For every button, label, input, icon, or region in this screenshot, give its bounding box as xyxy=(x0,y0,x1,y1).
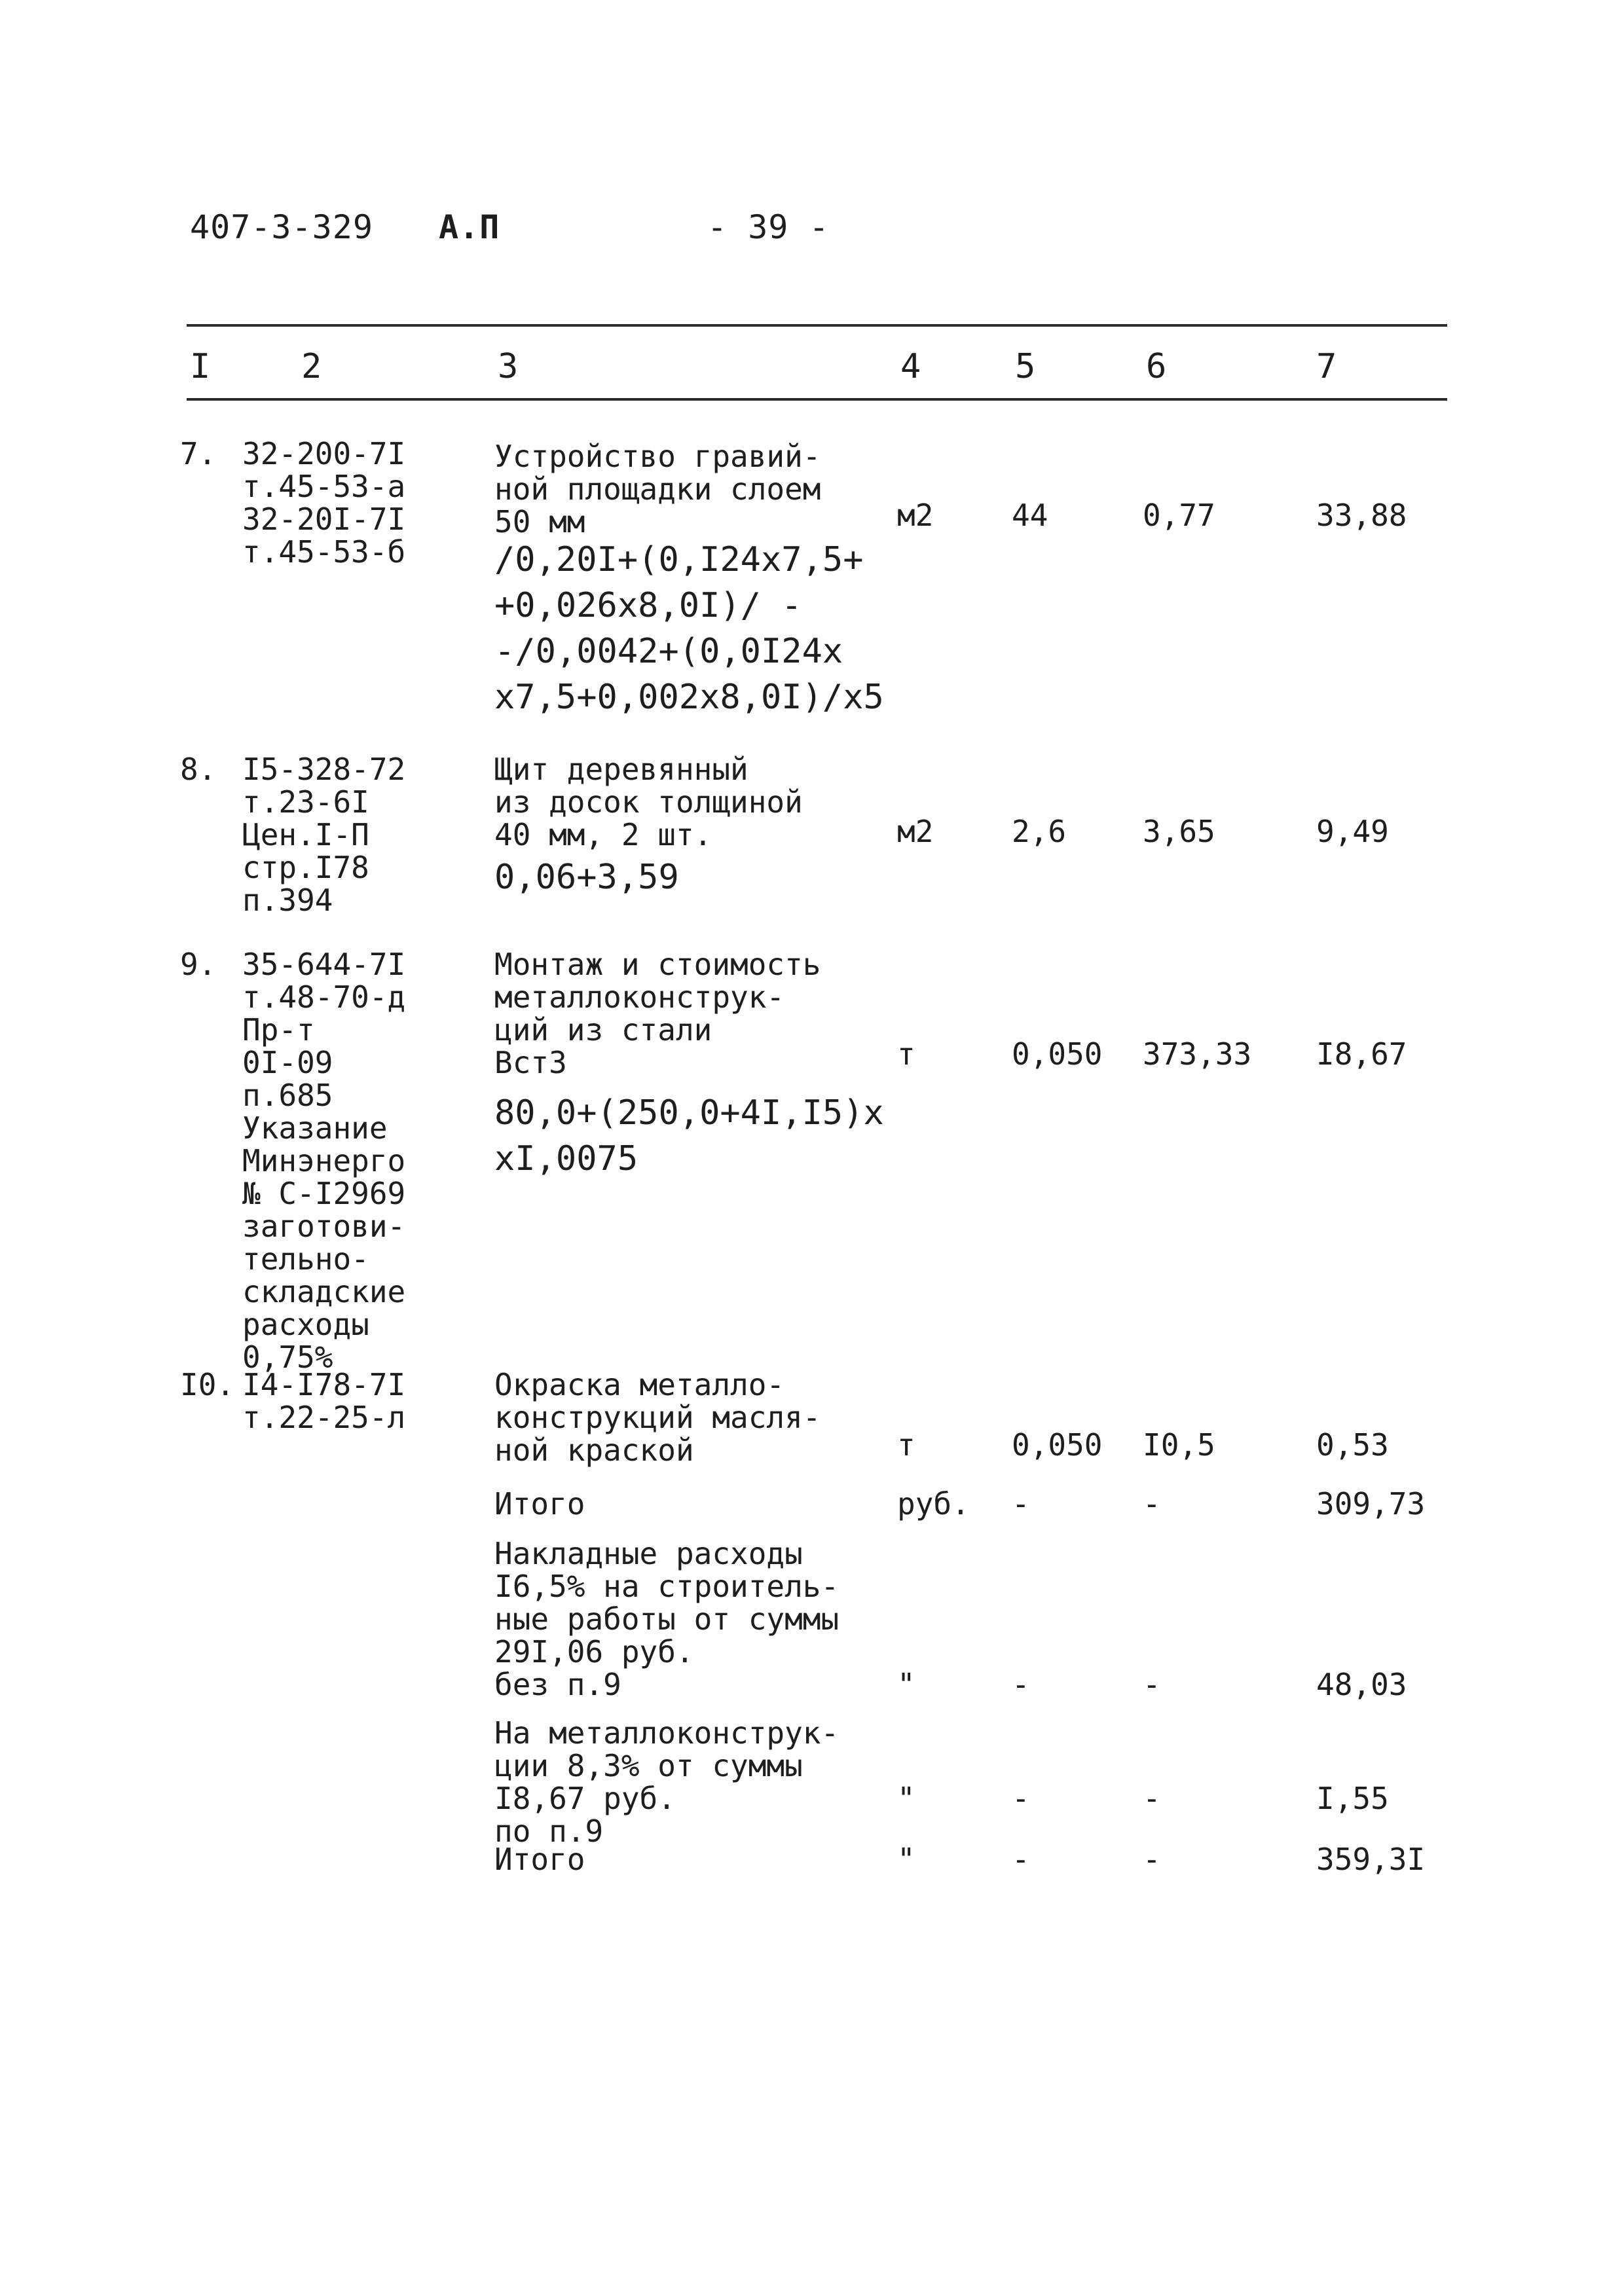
calculation-formula: /0,20I+(0,I24х7,5+ +0,026х8,0I)/ - -/0,0042+(0,0I24х х7,5+0,002х8,0I)/х5 xyxy=(494,540,884,717)
work-description: Окраска металло- конструкций масля- ной краской xyxy=(494,1367,821,1468)
unit-price: - xyxy=(1143,1781,1161,1816)
rate-reference: 32-200-7I т.45-53-а 32-20I-7I т.45-53-б xyxy=(242,436,406,570)
unit: м2 xyxy=(897,498,934,533)
page-number: - 39 - xyxy=(707,208,830,246)
column-number-3: 3 xyxy=(498,347,519,386)
grand-total-label: Итого xyxy=(494,1842,585,1877)
work-description: Щит деревянный из досок толщиной 40 мм, 2 шт. xyxy=(494,752,803,852)
overhead-description: Накладные расходы I6,5% на строитель- ные работы от суммы 29I,06 руб. без п.9 xyxy=(494,1536,840,1702)
total-cost: 0,53 xyxy=(1316,1427,1389,1463)
total-cost: 48,03 xyxy=(1316,1667,1407,1702)
unit: руб. xyxy=(897,1486,970,1522)
quantity: 0,050 xyxy=(1012,1427,1103,1463)
unit-price: - xyxy=(1143,1486,1161,1522)
quantity: 2,6 xyxy=(1012,814,1067,849)
unit: м2 xyxy=(897,814,934,849)
rate-reference: I5-328-72 т.23-6I Цен.I-П стр.I78 п.394 xyxy=(242,752,406,918)
unit-price: - xyxy=(1143,1667,1161,1702)
document-code: 407-3-329 xyxy=(190,208,373,246)
calculation-formula: 0,06+3,59 xyxy=(494,858,679,897)
row-number: 9. xyxy=(180,947,217,982)
album-label: А.П xyxy=(439,208,500,246)
rate-reference: 35-644-7I т.48-70-д Пр-т 0I-09 п.685 Указание Минэнерго № С-I2969 заготови- тельно- складские расходы 0,75% xyxy=(242,947,406,1375)
ditto-mark: " xyxy=(897,1781,915,1816)
column-number-5: 5 xyxy=(1015,347,1036,386)
ditto-mark: " xyxy=(897,1667,915,1702)
unit: т xyxy=(897,1036,915,1072)
unit: т xyxy=(897,1427,915,1463)
ditto-mark: " xyxy=(897,1842,915,1877)
quantity: 0,050 xyxy=(1012,1036,1103,1072)
unit-price: 0,77 xyxy=(1143,498,1215,533)
total-cost: I8,67 xyxy=(1316,1036,1407,1072)
overhead-description: На металлоконструк- ции 8,3% от суммы I8,67 руб. по п.9 xyxy=(494,1715,840,1849)
table-top-rule xyxy=(187,324,1447,327)
quantity: - xyxy=(1012,1667,1030,1702)
column-number-4: 4 xyxy=(900,347,921,386)
total-cost: 359,3I xyxy=(1316,1842,1426,1877)
table-header-rule xyxy=(187,398,1447,401)
row-number: I0. xyxy=(180,1367,235,1402)
total-cost: 309,73 xyxy=(1316,1486,1426,1522)
quantity: - xyxy=(1012,1842,1030,1877)
unit-price: I0,5 xyxy=(1143,1427,1215,1463)
column-number-7: 7 xyxy=(1316,347,1337,386)
row-number: 8. xyxy=(180,752,217,787)
subtotal-label: Итого xyxy=(494,1486,585,1522)
unit-price: - xyxy=(1143,1842,1161,1877)
total-cost: I,55 xyxy=(1316,1781,1389,1816)
total-cost: 33,88 xyxy=(1316,498,1407,533)
row-number: 7. xyxy=(180,436,217,471)
column-number-6: 6 xyxy=(1146,347,1167,386)
calculation-formula: 80,0+(250,0+4I,I5)х хI,0075 xyxy=(494,1093,884,1178)
work-description: Устройство гравий- ной площадки слоем 50 мм xyxy=(494,439,821,539)
unit-price: 373,33 xyxy=(1143,1036,1252,1072)
quantity: 44 xyxy=(1012,498,1048,533)
quantity: - xyxy=(1012,1781,1030,1816)
quantity: - xyxy=(1012,1486,1030,1522)
rate-reference: I4-I78-7I т.22-25-л xyxy=(242,1367,406,1435)
column-number-1: I xyxy=(190,347,211,386)
total-cost: 9,49 xyxy=(1316,814,1389,849)
unit-price: 3,65 xyxy=(1143,814,1215,849)
work-description: Монтаж и стоимость металлоконструк- ций из стали Вст3 xyxy=(494,947,821,1080)
column-number-2: 2 xyxy=(301,347,322,386)
